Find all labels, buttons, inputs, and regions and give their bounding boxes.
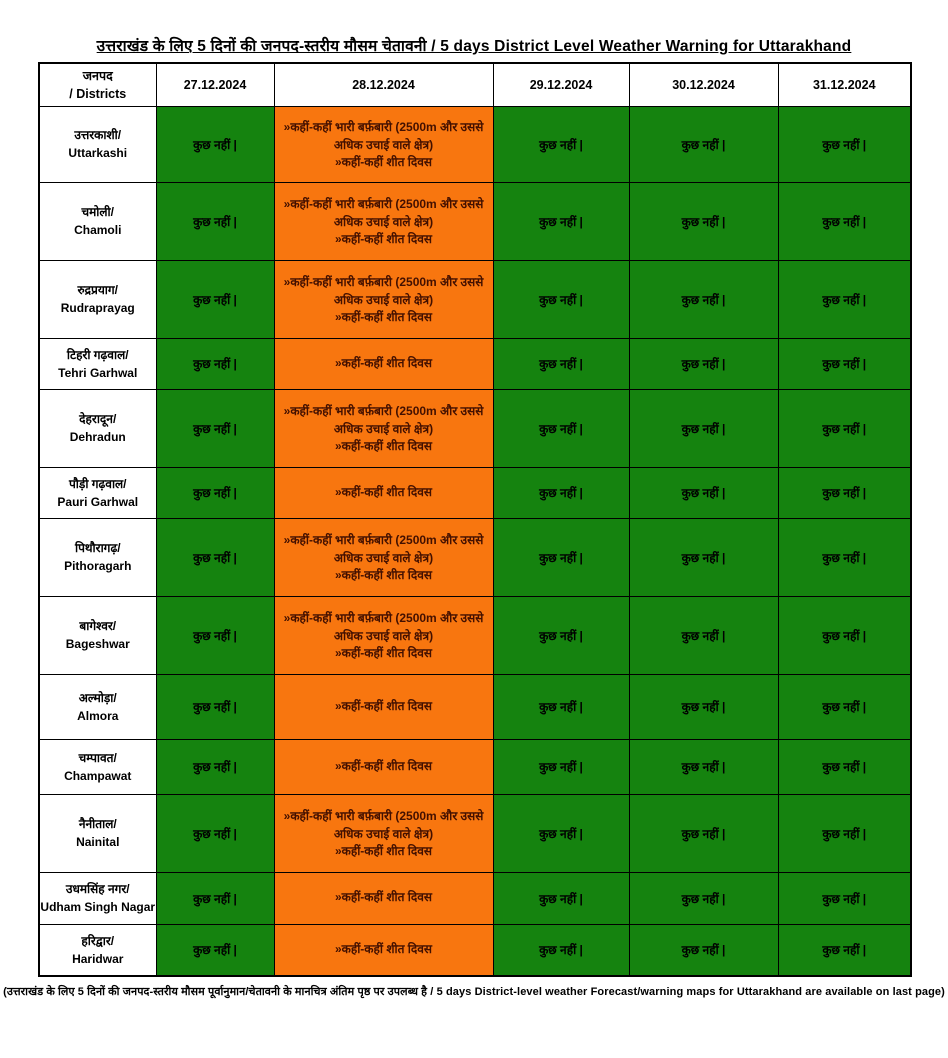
heavy-snowfall-warning-text: »कहीं-कहीं भारी बर्फ़बारी (2500m और उससे अधिक उचाई वाले क्षेत्र) (283, 610, 484, 644)
district-cell (39, 389, 156, 467)
district-name-english: Tehri Garhwal (58, 365, 138, 380)
warning-content (275, 190, 493, 253)
district-name-english: Bageshwar (65, 637, 130, 651)
table-header-row (39, 63, 911, 106)
day-cell-no-warning: कुछ नहीं | (493, 389, 629, 467)
district-name-english: Nainital (76, 835, 120, 849)
day-cell-no-warning: कुछ नहीं | (493, 924, 629, 976)
cold-day-warning-text: »कहीं-कहीं शीत दिवस (334, 941, 433, 956)
day-cell-no-warning: कुछ नहीं | (778, 467, 911, 518)
day-cell-no-warning: कुछ नहीं | (629, 389, 778, 467)
district-name-english: Rudraprayag (60, 301, 135, 315)
cold-day-warning-text: »कहीं-कहीं शीत दिवस (334, 645, 433, 660)
day-cell-no-warning: कुछ नहीं | (156, 389, 274, 467)
date-header-cell: 27.12.2024 (156, 63, 274, 106)
table-row (39, 182, 911, 260)
cold-day-warning-text: »कहीं-कहीं शीत दिवस (334, 484, 433, 499)
district-name-hindi: बागेश्वर/ (79, 619, 117, 633)
footer-note: (उत्तराखंड के लिए 5 दिनों की जनपद-स्तरीय मौसम पूर्वानुमान/चेतावनी के मानचित्र अंतिम पृष्ठ पर उपलब्ध है / 5 days District-level weather Forecast/warning maps for Uttarakhand are available on last page) (3, 986, 945, 998)
table-row (39, 872, 911, 924)
day-cell-no-warning: कुछ नहीं | (778, 182, 911, 260)
day-cell-no-warning: कुछ नहीं | (493, 182, 629, 260)
day-cell-no-warning: कुछ नहीं | (493, 260, 629, 338)
district-name-english: Uttarkashi (68, 146, 128, 160)
district-cell (39, 794, 156, 872)
day-cell-no-warning: कुछ नहीं | (629, 924, 778, 976)
table-row (39, 260, 911, 338)
district-name-hindi: नैनीताल/ (78, 817, 117, 831)
district-cell (39, 106, 156, 182)
day-cell-no-warning: कुछ नहीं | (629, 674, 778, 739)
day-cell-no-warning: कुछ नहीं | (156, 182, 274, 260)
heavy-snowfall-warning-text: »कहीं-कहीं भारी बर्फ़बारी (2500m और उससे अधिक उचाई वाले क्षेत्र) (283, 196, 484, 230)
day-cell-no-warning: कुछ नहीं | (629, 596, 778, 674)
district-cell (39, 924, 156, 976)
cold-day-warning-text: »कहीं-कहीं शीत दिवस (334, 567, 433, 582)
heavy-snowfall-warning-text: »कहीं-कहीं भारी बर्फ़बारी (2500m और उससे अधिक उचाई वाले क्षेत्र) (283, 808, 484, 842)
heavy-snowfall-warning-text: »कहीं-कहीं भारी बर्फ़बारी (2500m और उससे अधिक उचाई वाले क्षेत्र) (283, 119, 484, 153)
day-cell-warning (274, 389, 493, 467)
district-name-hindi: उत्तरकाशी/ (74, 128, 122, 142)
district-name-hindi: टिहरी गढ़वाल/ (66, 347, 129, 362)
district-cell (39, 182, 156, 260)
day-cell-warning (274, 518, 493, 596)
district-cell (39, 872, 156, 924)
district-name-hindi: पिथौरागढ़/ (74, 541, 121, 555)
cold-day-warning-text: »कहीं-कहीं शीत दिवस (334, 231, 433, 246)
district-name-english: Pithoragarh (64, 559, 132, 573)
day-cell-no-warning: कुछ नहीं | (778, 518, 911, 596)
date-header-cell: 28.12.2024 (274, 63, 493, 106)
district-cell (39, 518, 156, 596)
table-row (39, 106, 911, 182)
day-cell-no-warning: कुछ नहीं | (778, 260, 911, 338)
day-cell-no-warning: कुछ नहीं | (156, 260, 274, 338)
warning-content (275, 397, 493, 460)
warning-content (275, 604, 493, 667)
warning-content (275, 351, 493, 377)
day-cell-no-warning: कुछ नहीं | (778, 106, 911, 182)
day-cell-no-warning: कुछ नहीं | (493, 739, 629, 794)
district-name-hindi: पौड़ी गढ़वाल/ (68, 476, 127, 491)
heavy-snowfall-warning-text: »कहीं-कहीं भारी बर्फ़बारी (2500m और उससे अधिक उचाई वाले क्षेत्र) (283, 403, 484, 437)
warning-content (275, 113, 493, 176)
heavy-snowfall-warning-text: »कहीं-कहीं भारी बर्फ़बारी (2500m और उससे अधिक उचाई वाले क्षेत्र) (283, 274, 484, 308)
district-cell (39, 260, 156, 338)
date-header-cell: 29.12.2024 (493, 63, 629, 106)
district-name-hindi: चम्पावत/ (78, 750, 117, 765)
day-cell-no-warning: कुछ नहीं | (629, 467, 778, 518)
cold-day-warning-text: »कहीं-कहीं शीत दिवस (334, 843, 433, 858)
warning-content (275, 754, 493, 780)
table-row (39, 794, 911, 872)
warning-content (275, 937, 493, 963)
day-cell-no-warning: कुछ नहीं | (493, 467, 629, 518)
district-name-hindi: चमोली/ (81, 205, 114, 219)
warning-content (275, 268, 493, 331)
district-name-english: Haridwar (72, 951, 124, 966)
district-name-hindi: हरिद्वार/ (81, 933, 115, 948)
day-cell-no-warning: कुछ नहीं | (629, 518, 778, 596)
district-cell (39, 674, 156, 739)
day-cell-no-warning: कुछ नहीं | (629, 338, 778, 389)
warning-content (275, 885, 493, 911)
day-cell-no-warning: कुछ नहीं | (629, 106, 778, 182)
table-row (39, 518, 911, 596)
page-title: उत्तराखंड के लिए 5 दिनों की जनपद-स्तरीय मौसम चेतावनी / 5 days District Level Weather Warning for Uttarakhand (96, 38, 852, 55)
day-cell-warning (274, 739, 493, 794)
cold-day-warning-text: »कहीं-कहीं शीत दिवस (334, 438, 433, 453)
table-row (39, 596, 911, 674)
district-name-english: Pauri Garhwal (57, 494, 139, 509)
day-cell-no-warning: कुछ नहीं | (156, 518, 274, 596)
day-cell-no-warning: कुछ नहीं | (493, 794, 629, 872)
day-cell-warning (274, 794, 493, 872)
day-cell-no-warning: कुछ नहीं | (156, 924, 274, 976)
day-cell-no-warning: कुछ नहीं | (156, 338, 274, 389)
day-cell-no-warning: कुछ नहीं | (493, 106, 629, 182)
districts-header-hindi: जनपद (82, 68, 113, 83)
day-cell-no-warning: कुछ नहीं | (493, 338, 629, 389)
weather-warning-bulletin-page (0, 34, 948, 1058)
cold-day-warning-text: »कहीं-कहीं शीत दिवस (334, 309, 433, 324)
cold-day-warning-text: »कहीं-कहीं शीत दिवस (334, 758, 433, 773)
day-cell-no-warning: कुछ नहीं | (778, 739, 911, 794)
cold-day-warning-text: »कहीं-कहीं शीत दिवस (334, 698, 433, 713)
day-cell-no-warning: कुछ नहीं | (629, 739, 778, 794)
day-cell-no-warning: कुछ नहीं | (778, 924, 911, 976)
date-header-cell: 30.12.2024 (629, 63, 778, 106)
table-row (39, 739, 911, 794)
district-name-hindi: रुद्रप्रयाग/ (77, 283, 119, 297)
day-cell-no-warning: कुछ नहीं | (493, 674, 629, 739)
district-name-hindi: देहरादून/ (79, 412, 117, 426)
day-cell-no-warning: कुछ नहीं | (778, 794, 911, 872)
table-row (39, 389, 911, 467)
day-cell-no-warning: कुछ नहीं | (778, 338, 911, 389)
day-cell-no-warning: कुछ नहीं | (156, 674, 274, 739)
day-cell-no-warning: कुछ नहीं | (156, 106, 274, 182)
day-cell-warning (274, 182, 493, 260)
warning-content (275, 694, 493, 720)
day-cell-no-warning: कुछ नहीं | (629, 182, 778, 260)
day-cell-no-warning: कुछ नहीं | (493, 596, 629, 674)
district-name-hindi: अल्मोड़ा/ (78, 690, 117, 705)
day-cell-warning (274, 924, 493, 976)
day-cell-no-warning: कुछ नहीं | (493, 872, 629, 924)
day-cell-no-warning: कुछ नहीं | (156, 794, 274, 872)
day-cell-no-warning: कुछ नहीं | (778, 389, 911, 467)
cold-day-warning-text: »कहीं-कहीं शीत दिवस (334, 154, 433, 169)
day-cell-warning (274, 596, 493, 674)
table-row (39, 338, 911, 389)
district-weather-warning-table (38, 62, 912, 977)
day-cell-no-warning: कुछ नहीं | (778, 596, 911, 674)
day-cell-no-warning: कुछ नहीं | (778, 674, 911, 739)
day-cell-no-warning: कुछ नहीं | (156, 467, 274, 518)
day-cell-no-warning: कुछ नहीं | (629, 872, 778, 924)
district-name-english: Champawat (64, 768, 132, 783)
district-name-english: Chamoli (74, 223, 122, 237)
day-cell-warning (274, 467, 493, 518)
cold-day-warning-text: »कहीं-कहीं शीत दिवस (334, 355, 433, 370)
district-name-english: Udham Singh Nagar (40, 900, 156, 914)
day-cell-warning (274, 872, 493, 924)
district-cell (39, 338, 156, 389)
day-cell-no-warning: कुछ नहीं | (778, 872, 911, 924)
district-name-hindi: उधमसिंह नगर/ (65, 882, 130, 896)
districts-header-cell (39, 63, 156, 106)
day-cell-no-warning: कुछ नहीं | (629, 794, 778, 872)
district-name-english: Almora (77, 708, 119, 723)
day-cell-no-warning: कुछ नहीं | (156, 872, 274, 924)
heavy-snowfall-warning-text: »कहीं-कहीं भारी बर्फ़बारी (2500m और उससे अधिक उचाई वाले क्षेत्र) (283, 532, 484, 566)
day-cell-warning (274, 106, 493, 182)
day-cell-no-warning: कुछ नहीं | (493, 518, 629, 596)
district-cell (39, 739, 156, 794)
day-cell-warning (274, 674, 493, 739)
cold-day-warning-text: »कहीं-कहीं शीत दिवस (334, 890, 433, 905)
warning-content (275, 802, 493, 865)
day-cell-no-warning: कुछ नहीं | (156, 739, 274, 794)
table-row (39, 467, 911, 518)
warning-content (275, 526, 493, 589)
table-row (39, 674, 911, 739)
districts-header-english: / Districts (69, 86, 127, 101)
warning-content (275, 480, 493, 506)
district-cell (39, 467, 156, 518)
day-cell-warning (274, 338, 493, 389)
district-name-english: Dehradun (69, 430, 126, 444)
table-row (39, 924, 911, 976)
day-cell-no-warning: कुछ नहीं | (629, 260, 778, 338)
day-cell-no-warning: कुछ नहीं | (156, 596, 274, 674)
date-header-cell: 31.12.2024 (778, 63, 911, 106)
district-cell (39, 596, 156, 674)
day-cell-warning (274, 260, 493, 338)
